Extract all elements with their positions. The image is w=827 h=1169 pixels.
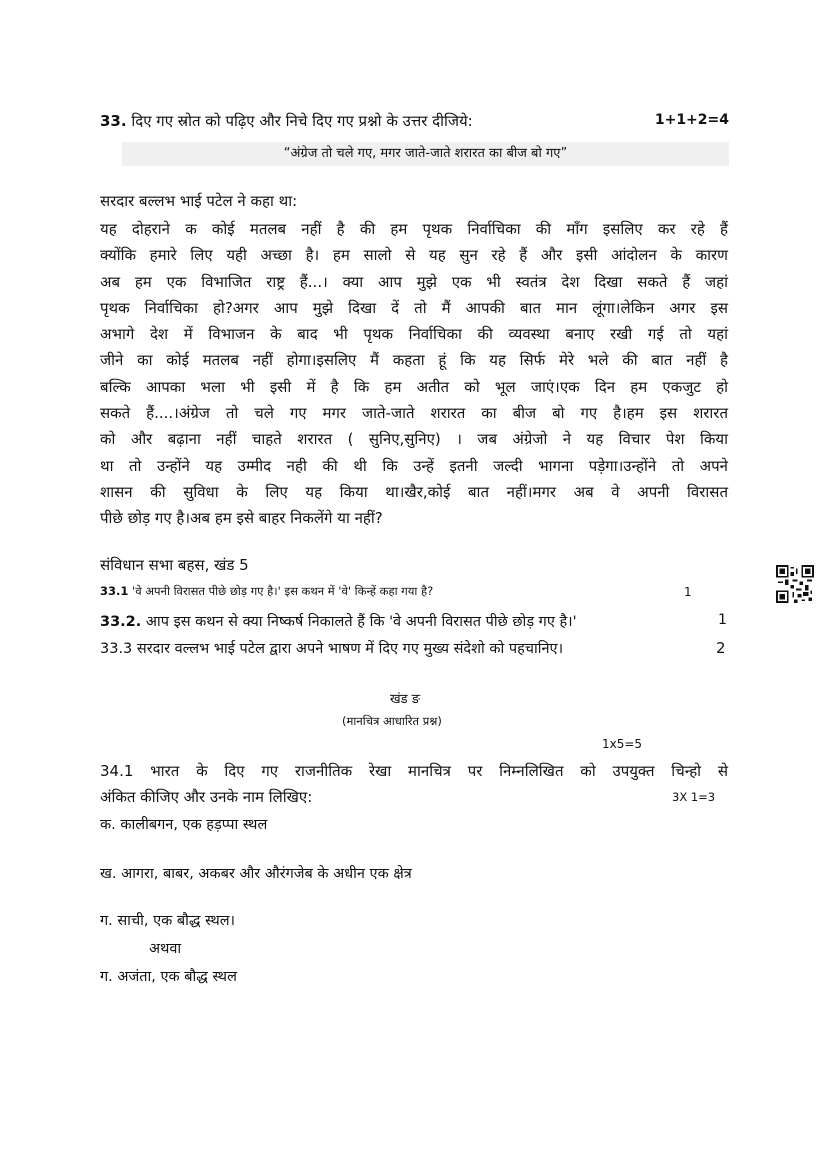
section-title: खंड ङ xyxy=(390,692,421,707)
q34-question xyxy=(100,758,728,810)
q34-line: अंकित कीजिए और उनके नाम लिखिए: xyxy=(100,788,313,806)
passage-line: शासन की सुविधा के लिए यह किया था।खैर,कोई बात नहीं।मगर अब वे अपनी विरासत xyxy=(100,482,728,501)
q33-instruction: दिए गए स्रोत को पढ़िए और निचे दिए गए प्रश्नो के उत्तर दीजिये: xyxy=(131,112,473,130)
q34-marks: 3X 1=3 xyxy=(672,790,716,804)
passage-line: सकते हैं....।अंग्रेज तो चले गए मगर जाते-जाते शरारत का बीज बो गए है।हम इस शरारत xyxy=(100,404,728,423)
passage-line: यह दोहराने क कोई मतलब नहीं है की हम पृथक निर्वाचिका की माँग इसलिए कर रहे हैं xyxy=(100,220,728,238)
passage-line: जीने का कोई मतलब नहीं होगा।इसलिए मैं कहता हूं कि यह सिर्फ मेरे भले की बात नहीं है xyxy=(100,351,728,370)
qr-code-icon xyxy=(776,565,814,603)
q34-item-a: क. कालीबगन, एक हड़प्पा स्थल xyxy=(100,817,268,833)
passage-line: अब हम एक विभाजित राष्ट्र हैं...। क्या आप मुझे एक भी स्वतंत्र देश दिखा सकते हैं जहां xyxy=(100,272,728,291)
q33-2-number: 33.2. xyxy=(100,614,142,630)
q34-item-b: ख. आगरा, बाबर, अकबर और औरंगजेब के अधीन एक क्षेत्र xyxy=(100,866,412,882)
q33-1-text: 'वे अपनी विरासत पीछे छोड़ गए है।' इस कथन में 'वे' किन्हें कहा गया है? xyxy=(132,584,434,598)
q33-speaker: सरदार बल्लभ भाई पटेल ने कहा था: xyxy=(100,192,298,210)
q33-1-question xyxy=(100,584,433,599)
passage-line: पीछे छोड़ गए है।अब हम इसे बाहर निकलेंगे या नहीं? xyxy=(100,509,383,528)
passage-line: को और बढ़ाना नहीं चाहते शरारत ( सुनिए,सुनिए) । जब अंग्रेजो ने यह विचार पेश किया xyxy=(100,430,728,449)
q33-1-marks: 1 xyxy=(684,585,692,599)
q33-2-question xyxy=(100,611,577,631)
q33-3-question: 33.3 सरदार वल्लभ भाई पटेल द्वारा अपने भाषण में दिए गए मुख्य संदेशो को पहचानिए। xyxy=(100,641,564,657)
passage-line: था तो उन्होंने यह उम्मीद नही की थी कि उन्हें इतनी जल्दी भागना पड़ेगा।उन्होंने तो अपने xyxy=(100,456,728,475)
q33-quote: “अंग्रेज तो चले गए, मगर जाते-जाते शरारत का बीज बो गए” xyxy=(122,142,729,166)
q33-2-text: आप इस कथन से क्या निष्कर्ष निकालते हैं कि 'वे अपनी विरासत पीछे छोड़ गए है।' xyxy=(145,614,577,630)
q33-source: संविधान सभा बहस, खंड 5 xyxy=(100,556,249,574)
or-label: अथवा xyxy=(149,941,182,957)
q33-passage xyxy=(100,216,728,532)
section-subtitle: (मानचित्र आधारित प्रश्न) xyxy=(342,714,442,728)
q33-1-number: 33.1 xyxy=(100,584,129,598)
section-marks: 1x5=5 xyxy=(602,737,643,751)
q34-line: 34.1 भारत के दिए गए राजनीतिक रेखा मानचित्र पर निम्नलिखित को उपयुक्त चिन्हो से xyxy=(100,762,728,780)
passage-line: पृथक निर्वाचिका हो?अगर आप मुझे दिखा दें तो मैं आपकी बात मान लूंगा।लेकिन अगर इस xyxy=(100,298,728,317)
q33-heading xyxy=(100,111,473,131)
q34-item-c: ग. साची, एक बौद्ध स्थल। xyxy=(100,913,236,929)
q34-item-c-alt: ग. अजंता, एक बौद्ध स्थल xyxy=(100,969,237,985)
passage-line: बल्कि आपका भला भी इसी में है कि हम अतीत को भूल जाएं।एक दिन हम एकजुट हो xyxy=(100,377,728,396)
passage-line: क्योंकि हमारे लिए यही अच्छा है। हम सालो से यह सुन रहे हैं और इसी आंदोलन के कारण xyxy=(100,246,728,265)
q33-3-marks: 2 xyxy=(716,639,726,657)
q33-number: 33. xyxy=(100,112,127,130)
q33-marks: 1+1+2=4 xyxy=(654,112,729,128)
passage-line: अभागे देश में विभाजन के बाद भी पृथक निर्वाचिका की व्यवस्था बनाए रखी गई तो यहां xyxy=(100,325,728,344)
q33-2-marks: 1 xyxy=(718,612,727,628)
